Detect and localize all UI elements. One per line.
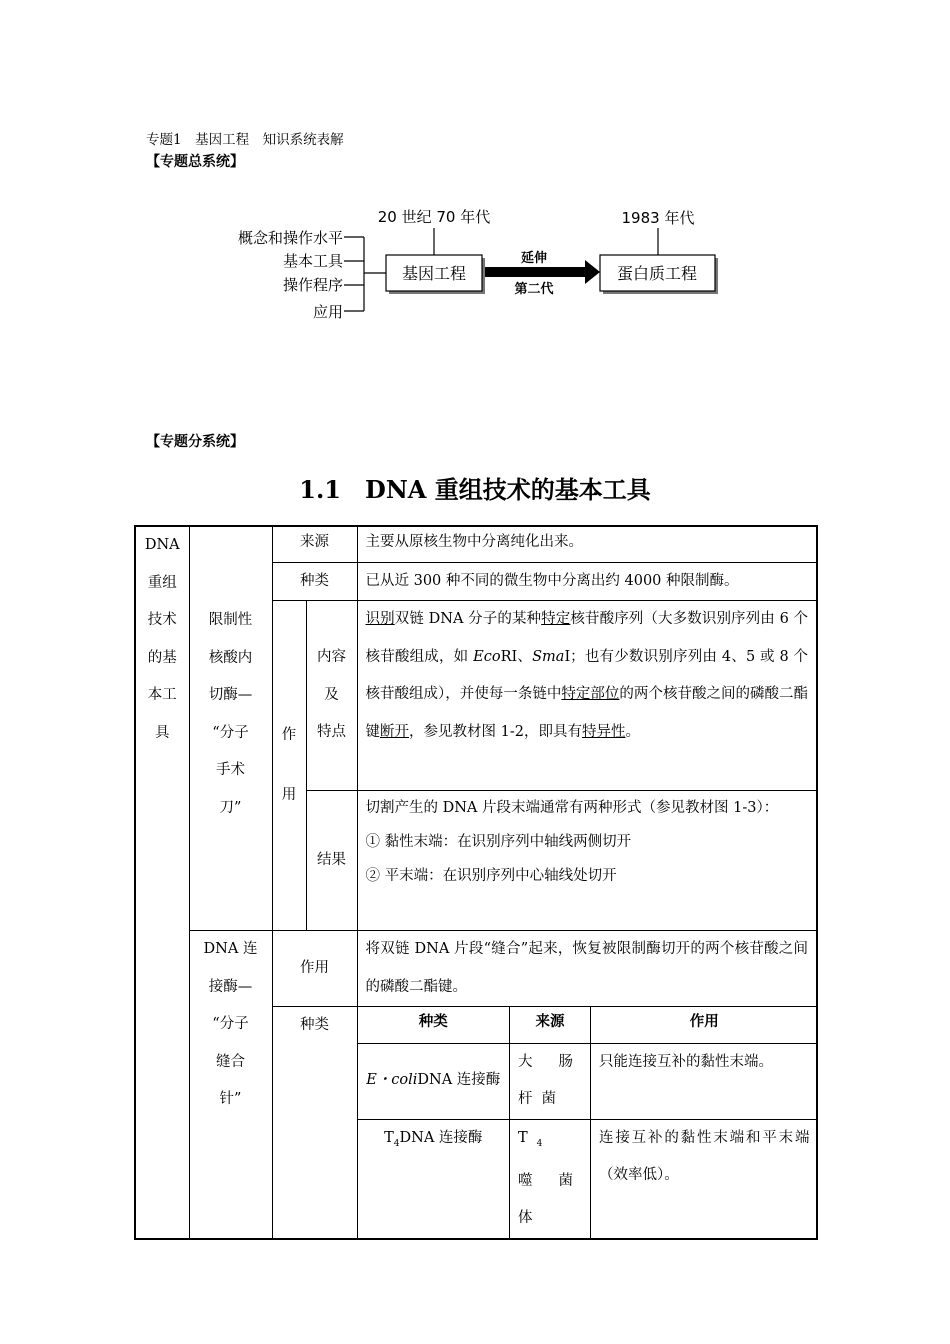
content-t13: 特异性 [581,723,626,740]
kind-label: 种类 [272,562,357,601]
section-detail-title: 【专题分系统】 [146,434,244,450]
result-line-2: ② 平末端：在识别序列中心轴线处切开 [365,868,617,884]
content-t8: I；也有少数识别序列由 4、5 或 8 个核苷酸组成），并使每一条链中 [365,648,809,702]
restriction-name-cell [189,526,272,931]
col1-cell [135,526,189,1239]
restriction-name-4: 手术 [216,762,245,778]
arrow-shaft [485,267,585,277]
ligase-name-2: “分子 [212,1016,249,1032]
box2-label: 蛋白质工程 [616,264,698,283]
box1-date: 20 世纪 70 年代 [377,208,491,226]
restriction-name-2: 切酶— [208,687,253,703]
col1-line-1: 重组 [147,574,177,591]
content-value [357,601,817,791]
ligase-row-1-source-post: 噬菌体 [518,1172,582,1227]
content-t5: Eco [473,648,501,665]
function-label-0: 作 [281,727,297,743]
content-label-0: 内容 [317,649,346,666]
ligase-row-0-source: 大肠杆菌 [510,1043,591,1119]
ligase-row-1-source-pre: T [518,1129,537,1146]
content-t9: 特定部位 [561,686,620,702]
arrow-top-label: 延伸 [520,251,548,266]
source-value: 主要从原核生物中分离纯化出来。 [357,526,817,562]
ligase-subtable [358,1007,818,1238]
section-overview-title: 【专题总系统】 [146,154,244,170]
content-t12: ，参见教材图 1-2，即具有 [409,723,582,740]
ligase-row-1-source [510,1119,591,1238]
source-label: 来源 [272,526,357,562]
content-t7: Sma [532,648,565,665]
arrow-bottom-label: 第二代 [514,282,554,297]
ligase-name-3: 缝合 [216,1053,245,1070]
sub-header-effect: 作用 [591,1007,818,1043]
ligase-row-0-name-post: DNA 连接酶 [417,1072,501,1089]
ligase-name-1: 接酶— [208,978,253,995]
content-t10: 的两个核苷酸之间的磷酸二酯键 [365,686,809,740]
left-item-0: 概念和操作水平 [237,229,343,247]
function-label-1: 用 [281,786,297,803]
content-t1: 识别 [365,611,395,627]
content-t14: 。 [625,723,640,740]
sub-header-source: 来源 [510,1007,591,1043]
restriction-name-1: 核酸内 [208,649,253,666]
ligase-kind-subtable-cell [357,1007,817,1239]
ligase-row-1-effect: 连接互补的黏性末端和平末端（效率低）。 [591,1119,818,1238]
result-label: 结果 [306,791,357,931]
ligase-name-0: DNA 连 [203,941,258,957]
box1-label: 基因工程 [401,264,467,283]
col1-line-2: 技术 [147,612,177,628]
function-label-cell [272,601,306,931]
ligase-kind-label: 种类 [272,1007,357,1239]
ligase-row-0-name-pre: E・coli [366,1072,418,1089]
header-line: 专题1 基因工程 知识系统表解 [146,132,344,148]
left-item-3: 应用 [312,303,343,321]
arrow-head [585,260,600,284]
ligase-row-0-name [358,1043,510,1119]
ligase-row-1-source-sub: 4 [536,1138,552,1149]
ligase-row-1-name [358,1119,510,1238]
ligase-row-1-name-pre: T [384,1129,394,1146]
result-line-1: ① 黏性末端：在识别序列中轴线两侧切开 [365,834,632,850]
left-item-1: 基本工具 [282,252,343,270]
content-label-2: 特点 [317,724,346,741]
content-t6: RI、 [500,648,533,665]
overview-diagram [200,200,740,330]
col1-line-4: 本工 [147,687,177,703]
ligase-row-0-effect: 只能连接互补的黏性末端。 [591,1043,818,1119]
sub-header-kind: 种类 [358,1007,510,1043]
col1-line-3: 的基 [147,649,177,666]
restriction-name-5: 刀” [219,799,242,816]
tools-table [134,525,818,1240]
kind-value: 已从近 300 种不同的微生物中分离出约 4000 种限制酶。 [357,562,817,601]
col1-line-0: DNA [144,537,180,553]
restriction-name-0: 限制性 [208,612,253,628]
result-value [357,791,817,931]
result-line-0: 切割产生的 DNA 片段末端通常有两种形式（参见教材图 1-3）： [365,800,779,816]
box2-date: 1983 年代 [621,209,695,227]
ligase-name-4: 针” [219,1091,242,1107]
content-label-cell [306,601,357,791]
left-item-2: 操作程序 [282,276,343,294]
ligase-row-1-name-post: DNA 连接酶 [399,1129,483,1146]
ligase-function-value: 将双链 DNA 片段“缝合”起来，恢复被限制酶切开的两个核苷酸之间的磷酸二酯键。 [357,931,817,1007]
content-t3: 特定 [541,611,571,627]
content-t4: 核苷酸序列（大多数识别序列由 6 个核苷酸组成，如 [365,611,809,665]
content-t11: 断开 [380,723,409,740]
col1-line-5: 具 [155,724,170,741]
content-t2: 双链 DNA 分子的某种 [394,611,542,627]
ligase-function-label: 作用 [272,931,357,1007]
ligase-row-1-name-sub: 4 [393,1138,400,1149]
page-title: 1.1 DNA 重组技术的基本工具 [299,475,651,504]
restriction-name-3: “分子 [212,724,249,741]
ligase-name-cell [189,931,272,1239]
content-label-1: 及 [324,686,339,703]
